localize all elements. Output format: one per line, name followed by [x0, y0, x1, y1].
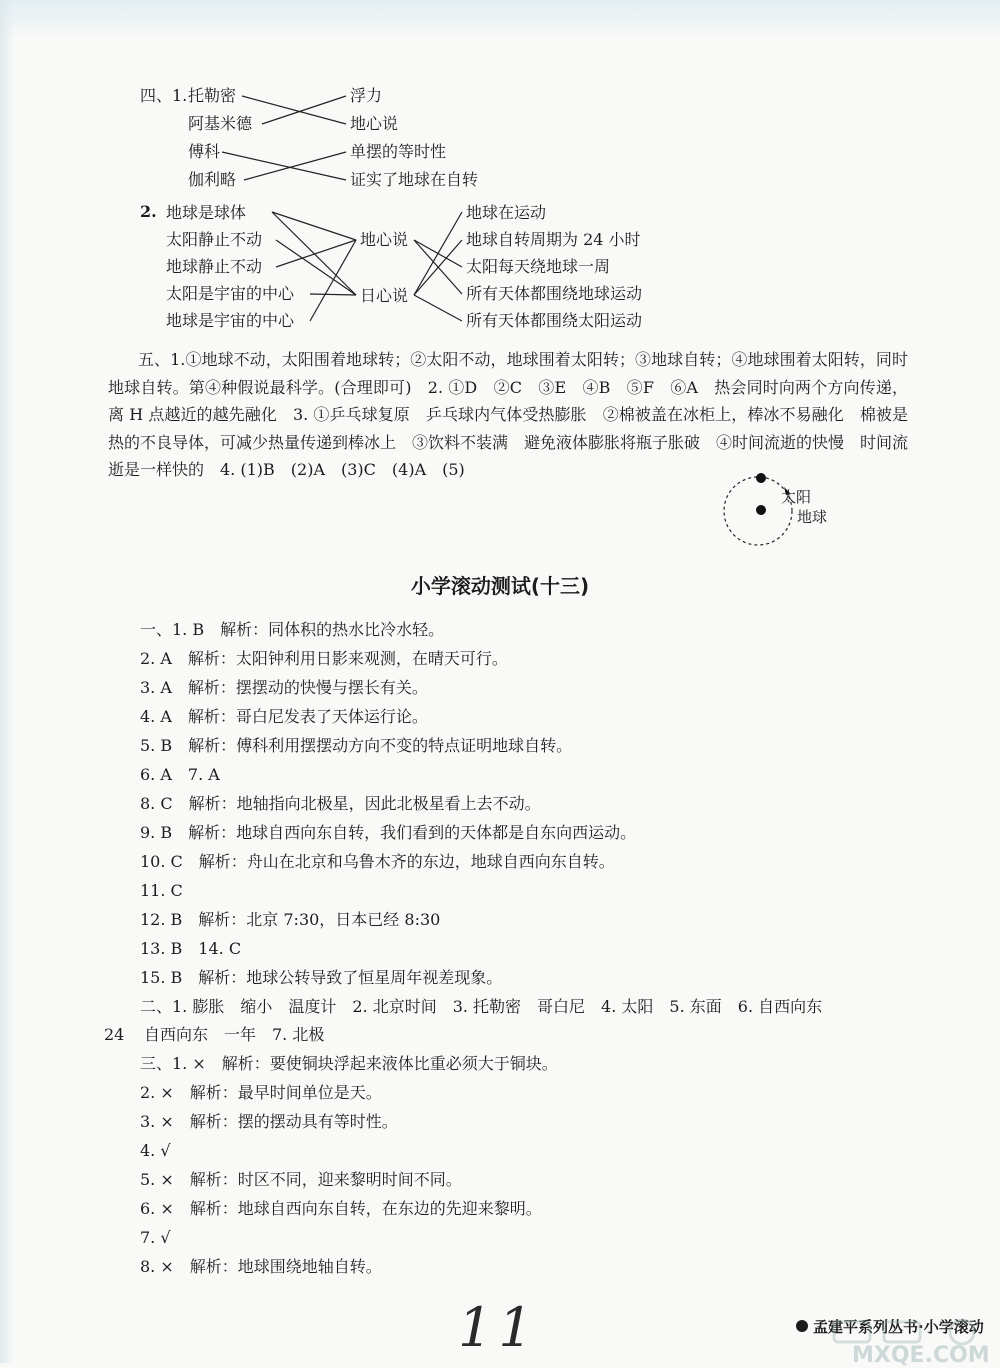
answer-line: 5. B 解析：傅科利用摆摆动方向不变的特点证明地球自转。: [140, 736, 573, 755]
q4-right1-item: 地心说: [350, 114, 399, 133]
answer-line: 二、1. 膨胀 缩小 温度计 2. 北京时间 3. 托勒密 哥白尼 4. 太阳 5. 东面 6. 自西向东: [140, 997, 823, 1016]
q4-right2-item: 地球在运动: [466, 203, 547, 222]
answer-line: 一、1. B 解析：同体积的热水比冷水轻。: [140, 620, 445, 639]
q5-paragraph: [108, 346, 908, 484]
footer-series-text: 孟建平系列丛书·小学滚动: [813, 1318, 984, 1336]
orbit-diagram: [724, 473, 792, 545]
answer-line: 三、1. × 解析：要使铜块浮起来液体比重必须大于铜块。: [140, 1054, 558, 1073]
answer-line: 6. × 解析：地球自西向东自转，在东边的先迎来黎明。: [140, 1199, 542, 1218]
q4-right1-item: 单摆的等时性: [350, 142, 447, 161]
answer-line: 6. A 7. A: [140, 765, 220, 784]
q4-left2-item: 太阳是宇宙的中心: [166, 284, 295, 303]
earth-label: 地球: [797, 508, 828, 526]
q4-right2-item: 所有天体都围绕地球运动: [466, 284, 643, 303]
answer-line: 2. A 解析：太阳钟利用日影来观测，在晴天可行。: [140, 649, 508, 668]
answer-line: 2. × 解析：最早时间单位是天。: [140, 1083, 382, 1102]
answer-line: 4. √: [140, 1141, 171, 1160]
page-number: 24: [104, 1025, 125, 1044]
answer-line: 5. × 解析：时区不同，迎来黎明时间不同。: [140, 1170, 462, 1189]
watermark-logo: [812, 1316, 1000, 1368]
answer-line: 自西向东 一年 7. 北极: [144, 1025, 325, 1044]
sun-label: 太阳: [781, 488, 812, 506]
q4-right1-item: 浮力: [350, 86, 383, 105]
q4-mid2-item: 地心说: [360, 230, 409, 249]
answer-line: 8. C 解析：地轴指向北极星，因此北极星看上去不动。: [140, 794, 541, 813]
q4-left2-item: 地球是宇宙的中心: [166, 311, 295, 330]
q4-left2-item: 地球是球体: [166, 203, 247, 222]
q4-left1-item: 阿基米德: [188, 114, 253, 133]
answer-line: 11. C: [140, 881, 183, 900]
section-title: 小学滚动测试(十三): [410, 574, 590, 598]
q4-right2-item: 所有天体都围绕太阳运动: [466, 311, 643, 330]
answer-line: 7. √: [140, 1228, 171, 1247]
footer-bullet-icon: [796, 1320, 808, 1332]
answer-line: 12. B 解析：北京 7:30，日本已经 8:30: [140, 910, 441, 929]
answer-line: 4. A 解析：哥白尼发表了天体运行论。: [140, 707, 428, 726]
q4-right1-item: 证实了地球在自转: [350, 170, 479, 189]
answer-line: 8. × 解析：地球围绕地轴自转。: [140, 1257, 382, 1276]
answer-line: 3. × 解析：摆的摆动具有等时性。: [140, 1112, 398, 1131]
q4-left1-item: 托勒密: [188, 86, 237, 105]
answer-line: 9. B 解析：地球自西向东自转，我们看到的天体都是自东向西运动。: [140, 823, 637, 842]
q5-label: 五、1.: [138, 350, 186, 369]
q4-p2-label: 2.: [140, 202, 157, 221]
q5-text: ①地球不动，太阳围着地球转；②太阳不动，地球围着太阳转；③地球自转；④地球围着太阳转，同时地球自转。第④种假说最科学。(合理即可) 2. ①D ②C ③E ④B ⑤F ⑥A 热会同时向两个方向传递，离 H 点越近的越先融化 3. ①乒乓球复原 乒乓球内气体受热膨胀 ②棉被盖在冰柜上，棒冰不易融化 棉被是热的不良导体，可减少热量传递到棒冰上 ③饮料不装满 避免液体膨胀将瓶子胀破 ④时间流逝的快慢 时间流逝是一样快的 4. (1)B (2)A (3)C (4)A (5): [108, 350, 909, 479]
q4-left1-item: 伽利略: [188, 170, 237, 189]
svg-text:MXQE.COM: MXQE.COM: [852, 1343, 990, 1368]
answer-line: 15. B 解析：地球公转导致了恒星周年视差现象。: [140, 968, 503, 987]
q4-right2-item: 太阳每天绕地球一周: [466, 257, 611, 276]
q4-left2-item: 地球静止不动: [166, 257, 263, 276]
q4-mid2-item: 日心说: [360, 286, 409, 305]
handwritten-page-mark: 11: [458, 1296, 539, 1359]
answer-line: 13. B 14. C: [140, 939, 242, 958]
q4-left2-item: 太阳静止不动: [166, 230, 263, 249]
q4-p1-label: 四、1.: [140, 86, 188, 105]
q4-left1-item: 傅科: [188, 142, 221, 161]
answer-line: 3. A 解析：摆摆动的快慢与摆长有关。: [140, 678, 428, 697]
q4-right2-item: 地球自转周期为 24 小时: [466, 230, 641, 249]
answer-line: 10. C 解析：舟山在北京和乌鲁木齐的东边，地球自西向东自转。: [140, 852, 615, 871]
